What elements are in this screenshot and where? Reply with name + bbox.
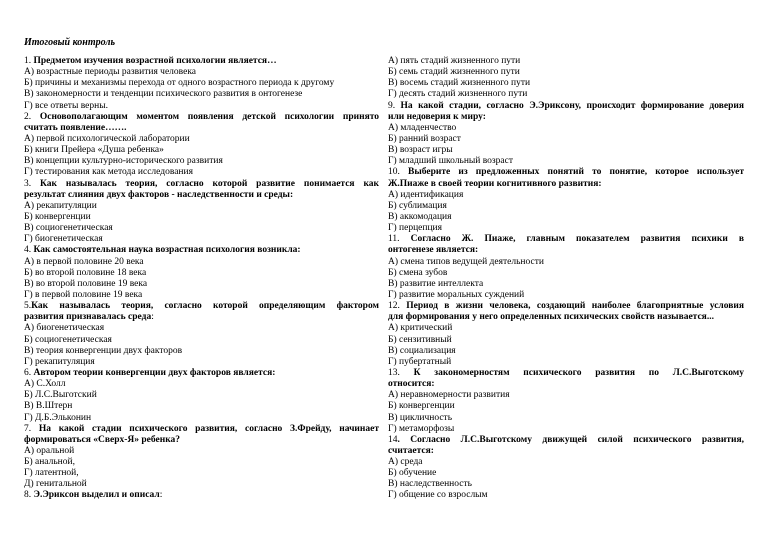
plain-text: Б) книги Прейера «Душа ребенка»	[24, 145, 164, 156]
text-line	[24, 413, 379, 424]
text-line	[24, 435, 379, 446]
plain-text: А) пять стадий жизненного пути	[388, 56, 521, 66]
text-line	[388, 368, 744, 379]
text-line	[388, 335, 744, 346]
bold-text: Как самостоятельная наука возрастная психология возникла:	[33, 245, 301, 256]
plain-text: В) социогенетическая	[24, 223, 113, 234]
plain-text: Г) рекапитуляция	[24, 356, 95, 367]
text-line	[388, 78, 744, 89]
plain-text: 11.	[388, 234, 411, 245]
text-line	[388, 490, 744, 501]
bold-text: Предметом изучения возрастной психологии является…	[33, 56, 277, 66]
text-line	[24, 390, 379, 401]
text-line	[388, 212, 744, 223]
text-line	[388, 312, 744, 323]
bold-text: считать появление…….	[24, 122, 127, 133]
text-line	[388, 268, 744, 279]
text-line	[388, 257, 744, 268]
bold-text: Ж.Пиаже в своей теории когнитивного развития:	[388, 178, 602, 189]
plain-text: В) во второй половине 19 века	[24, 278, 148, 289]
plain-text: Г) тестирования как метода исследования	[24, 167, 193, 178]
text-line	[388, 379, 744, 390]
text-line	[388, 357, 744, 368]
plain-text: Г) латентной,	[24, 468, 79, 479]
plain-text: Г) биогенетическая	[24, 234, 103, 245]
page-title: Итоговый контроль	[24, 37, 116, 48]
plain-text: А) рекапитуляции	[24, 200, 97, 211]
text-line	[388, 167, 744, 178]
plain-text: Б) анальной,	[24, 457, 75, 468]
plain-text: Б) конвергенции	[388, 401, 455, 412]
text-line	[24, 123, 379, 134]
plain-text: Г) развитие моральных суждений	[388, 289, 525, 300]
plain-text: Б) конвергенции	[24, 211, 91, 222]
plain-text: 3.	[24, 178, 41, 189]
plain-text: А) младенчество	[388, 122, 457, 133]
text-line	[388, 123, 744, 134]
text-line	[388, 468, 744, 479]
plain-text: А) в первой половине 20 века	[24, 256, 144, 267]
plain-text: 5.	[24, 301, 32, 312]
plain-text: В) развитие интеллекта	[388, 278, 484, 289]
text-line	[24, 78, 379, 89]
text-line	[388, 56, 744, 67]
text-line	[24, 323, 379, 334]
bold-text: Выберите из предложенных понятий то понятие, которое использует	[408, 167, 744, 178]
plain-text: Б) Л.С.Выготский	[24, 390, 97, 401]
plain-text: В) социализация	[388, 345, 456, 356]
plain-text: Г) общение со взрослым	[388, 490, 488, 501]
bold-text: считается:	[388, 445, 434, 456]
plain-text: Б) во второй половине 18 века	[24, 267, 147, 278]
text-line	[388, 201, 744, 212]
text-line	[24, 101, 379, 112]
text-line	[388, 112, 744, 123]
plain-text: А) первой психологической лаборатории	[24, 133, 190, 144]
text-line	[388, 401, 744, 412]
bold-text: Как называлась теория, согласно которой определяющим фактором	[31, 301, 379, 312]
text-line	[24, 145, 379, 156]
text-line	[24, 457, 379, 468]
text-line	[24, 201, 379, 212]
plain-text: В) закономерности и тенденции психического развития в онтогенезе	[24, 89, 303, 100]
text-line	[388, 479, 744, 490]
bold-text: относится:	[388, 379, 435, 390]
text-line	[388, 413, 744, 424]
plain-text: Г) десять стадий жизненного пути	[388, 89, 528, 100]
plain-text: Б) сензитивный	[388, 334, 452, 345]
plain-text: В) наследственность	[388, 479, 472, 490]
right-column	[388, 56, 744, 502]
plain-text: Г) младший школьный возраст	[388, 156, 514, 167]
plain-text: В) теория конвергенции двух факторов	[24, 345, 183, 356]
text-line	[24, 190, 379, 201]
plain-text: А) критический	[388, 323, 453, 334]
plain-text: Г) Д.Б.Эльконин	[24, 412, 92, 423]
text-line	[388, 346, 744, 357]
bold-text: онтогенезе является:	[388, 245, 479, 256]
text-line	[24, 468, 379, 479]
plain-text: А) биогенетическая	[24, 323, 105, 334]
bold-text: К закономерностям психического развития по Л.С.Выготскому	[413, 367, 744, 378]
text-line	[24, 179, 379, 190]
text-line	[24, 67, 379, 78]
plain-text: В) возраст игры	[388, 145, 453, 156]
text-line	[24, 89, 379, 100]
text-line	[24, 212, 379, 223]
text-line	[24, 446, 379, 457]
text-line	[24, 156, 379, 167]
plain-text: Б) причины и механизмы перехода от одного возрастного периода к другому	[24, 78, 335, 89]
text-line	[24, 479, 379, 490]
bold-text: или недоверия к миру:	[388, 111, 486, 122]
bold-text: результат слияния двух факторов - наследственности и среды:	[24, 189, 294, 200]
plain-text: В) цикличность	[388, 412, 453, 423]
plain-text: 1.	[24, 56, 34, 66]
text-line	[388, 179, 744, 190]
text-line	[24, 301, 379, 312]
plain-text: 13.	[388, 367, 414, 378]
text-line	[388, 190, 744, 201]
plain-text: Г) в первой половине 19 века	[24, 289, 143, 300]
text-line	[388, 145, 744, 156]
text-line	[24, 257, 379, 268]
text-line	[388, 424, 744, 435]
bold-text: На какой стадии, согласно Э.Эриксону, происходит формирование доверия	[400, 100, 744, 111]
text-line	[24, 379, 379, 390]
bold-text: Э.Эриксон выделил и описал	[33, 490, 160, 501]
plain-text: Б) семь стадий жизненного пути	[388, 67, 520, 78]
plain-text: В) В.Штерн	[24, 401, 73, 412]
text-line	[24, 312, 379, 323]
text-line	[388, 279, 744, 290]
text-line	[388, 435, 744, 446]
plain-text: А) смена типов ведущей деятельности	[388, 256, 544, 267]
bold-text: Согласно Ж. Пиаже, главным показателем развития психики в	[410, 234, 744, 245]
bold-text: Период в жизни человека, создающий наиболее благоприятные условия	[406, 301, 744, 312]
text-line	[24, 490, 379, 501]
text-line	[24, 268, 379, 279]
text-line	[388, 446, 744, 457]
bold-text: Основополагающим моментом появления детской психологии принято	[39, 111, 379, 122]
left-column	[24, 56, 379, 502]
text-line	[24, 357, 379, 368]
text-line	[24, 134, 379, 145]
plain-text: А) среда	[388, 457, 423, 468]
plain-text: В) концепции культурно-исторического развития	[24, 156, 223, 167]
plain-text: :	[159, 490, 163, 501]
text-line	[24, 245, 379, 256]
plain-text: Д) генитальной	[24, 479, 87, 490]
plain-text: 14	[388, 434, 398, 445]
text-line	[24, 234, 379, 245]
bold-text: формироваться «Сверх-Я» ребенка?	[24, 434, 181, 445]
plain-text: В) аккомодация	[388, 211, 452, 222]
text-line	[24, 368, 379, 379]
bold-text: . Согласно Л.С.Выготскому движущей силой психического развития,	[397, 434, 744, 445]
text-line	[388, 245, 744, 256]
text-line	[388, 234, 744, 245]
plain-text: А) идентификация	[388, 189, 464, 200]
text-line	[24, 223, 379, 234]
plain-text: Г) метаморфозы	[388, 423, 455, 434]
plain-text: Б) ранний возраст	[388, 133, 461, 144]
bold-text: Автором теории конвергенции двух факторов является:	[33, 367, 276, 378]
text-line	[388, 89, 744, 100]
plain-text: Г) все ответы верны.	[24, 100, 108, 111]
text-line	[388, 101, 744, 112]
plain-text: Б) смена зубов	[388, 267, 448, 278]
text-line	[388, 223, 744, 234]
text-line	[24, 279, 379, 290]
plain-text: 9.	[388, 100, 401, 111]
bold-text: На какой стадии психического развития, согласно З.Фрейду, начинает	[38, 423, 379, 434]
plain-text: 8.	[24, 490, 34, 501]
plain-text: А) оральной	[24, 445, 75, 456]
text-line	[388, 301, 744, 312]
plain-text: В) восемь стадий жизненного пути	[388, 78, 531, 89]
text-line	[388, 156, 744, 167]
plain-text: Г) пубертатный	[388, 356, 452, 367]
plain-text: 6.	[24, 367, 34, 378]
plain-text: А) возрастные периоды развития человека	[24, 67, 197, 78]
text-line	[24, 335, 379, 346]
text-line	[24, 290, 379, 301]
plain-text: А) С.Холл	[24, 379, 66, 390]
plain-text: Б) социогенетическая	[24, 334, 112, 345]
plain-text: Б) сублимация	[388, 200, 447, 211]
plain-text: А) неравномерности развития	[388, 390, 510, 401]
plain-text: 10.	[388, 167, 409, 178]
text-line	[388, 323, 744, 334]
text-line	[24, 424, 379, 435]
plain-text: 4.	[24, 245, 34, 256]
text-line	[388, 67, 744, 78]
plain-text: 12.	[388, 301, 407, 312]
plain-text: Б) обучение	[388, 468, 437, 479]
text-line	[24, 167, 379, 178]
plain-text: :	[151, 312, 154, 323]
text-line	[24, 346, 379, 357]
text-line	[388, 457, 744, 468]
bold-text: развития признавалась среда	[24, 312, 152, 323]
plain-text: Г) перцепция	[388, 223, 443, 234]
bold-text: для формирования у него определенных психических свойств называется...	[388, 312, 714, 323]
text-line	[24, 401, 379, 412]
plain-text: 7.	[24, 423, 39, 434]
plain-text: 2.	[24, 111, 40, 122]
text-line	[388, 390, 744, 401]
text-line	[24, 112, 379, 123]
text-line	[24, 56, 379, 67]
bold-text: Как называлась теория, согласно которой развитие понимается как	[40, 178, 379, 189]
text-line	[388, 134, 744, 145]
text-line	[388, 290, 744, 301]
